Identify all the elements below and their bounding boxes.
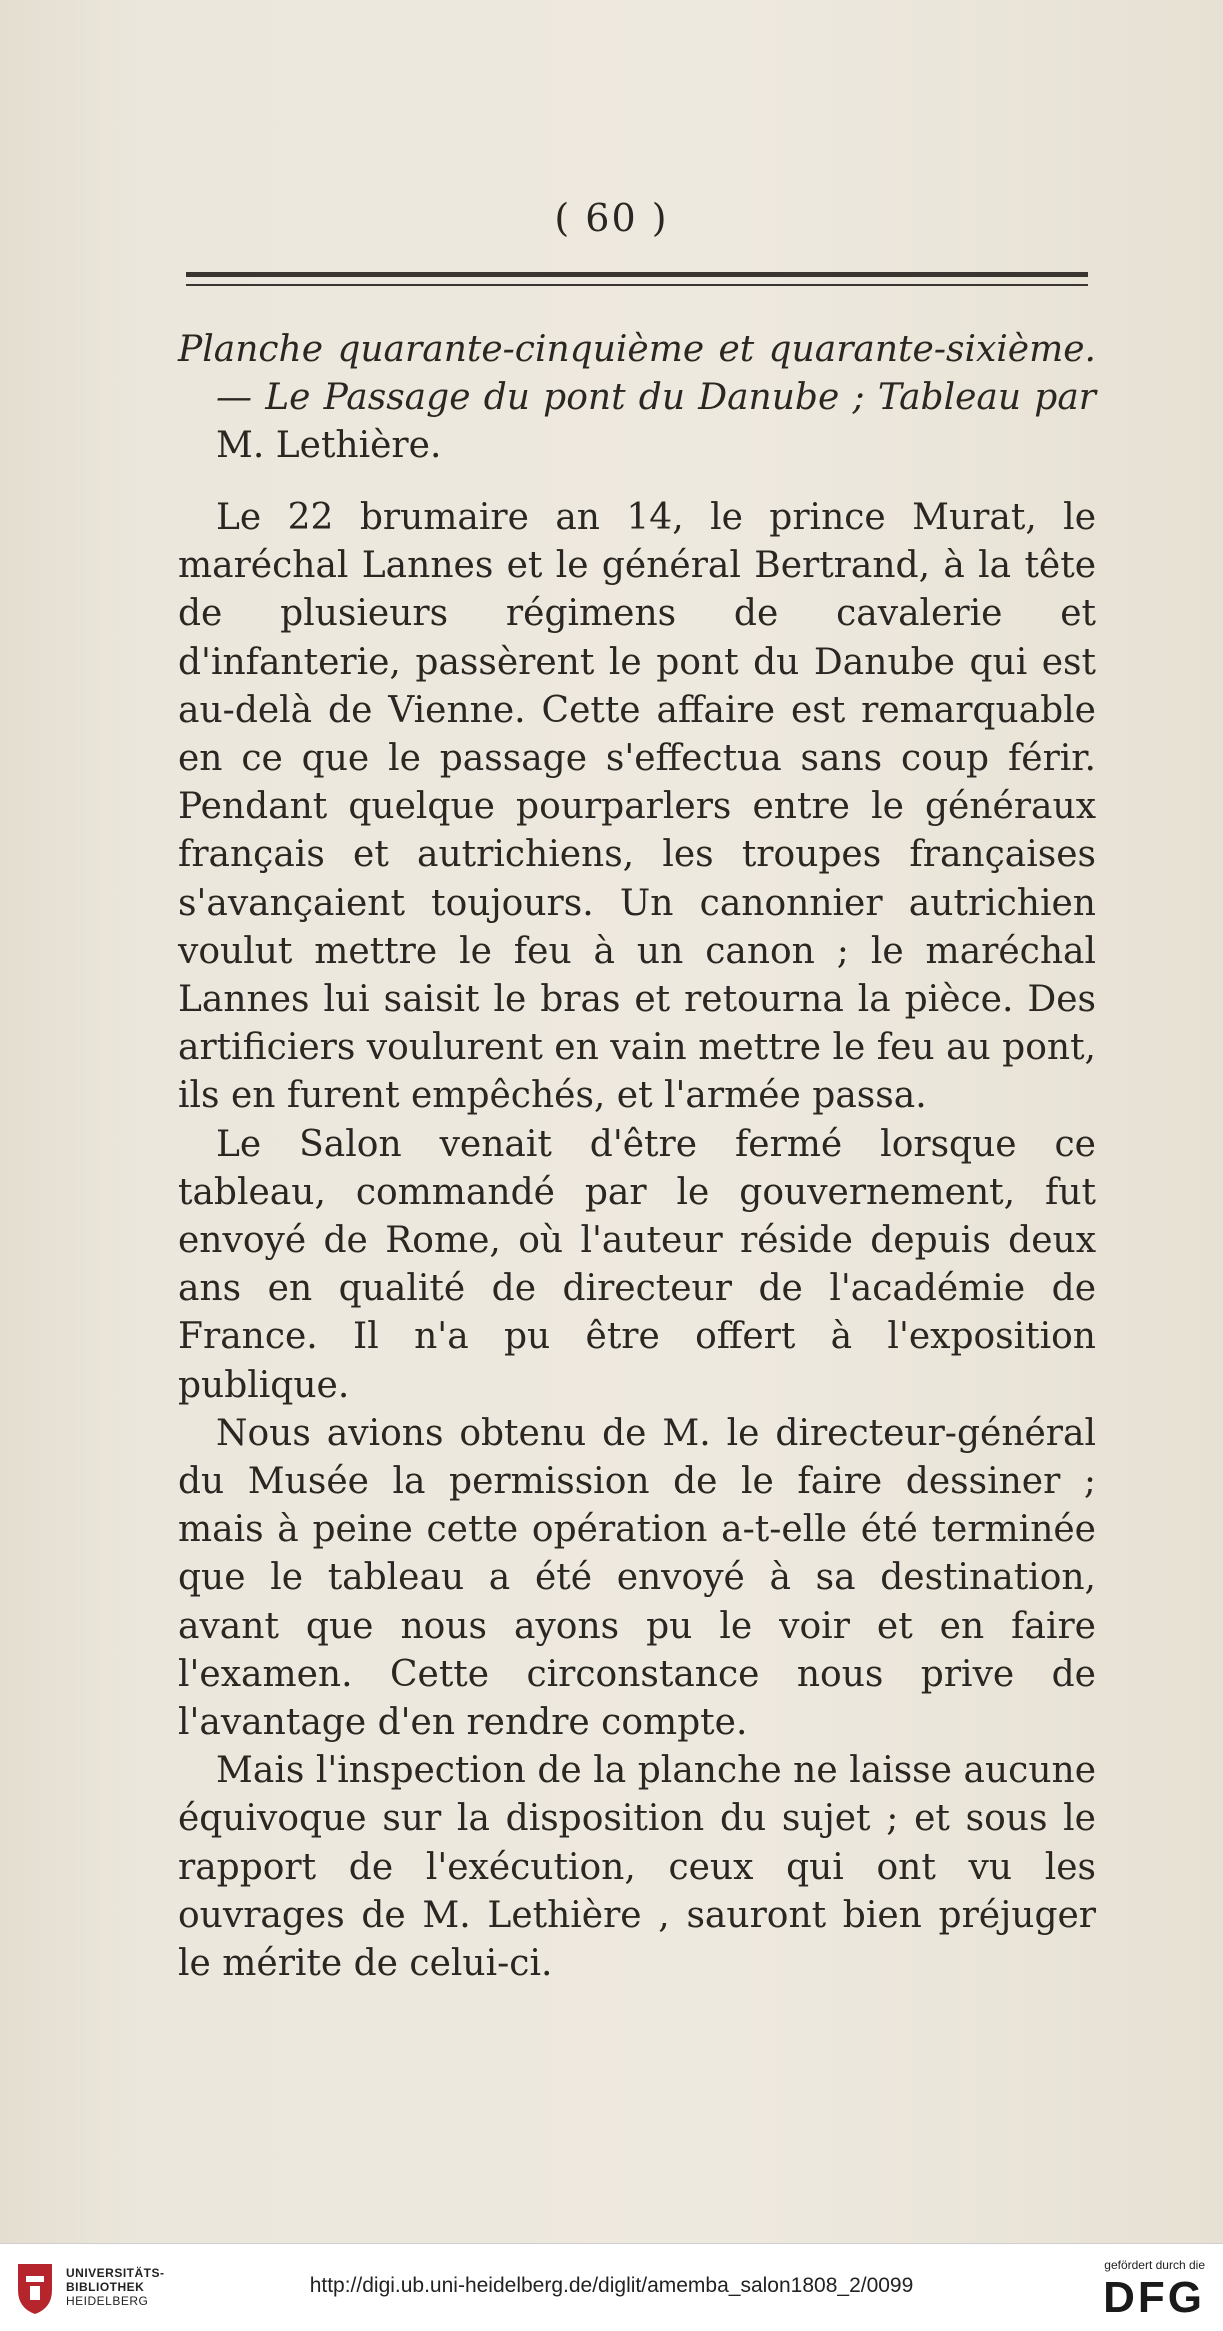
header-rule-thick: [186, 272, 1088, 277]
plate-heading: [178, 326, 1096, 470]
footer-bar: [0, 2243, 1223, 2331]
paragraph-3: Nous avions obtenu de M. le directeur-général du Musée la permission de le faire dessiner ; mais à peine cette opération a-t-elle été terminée que le tableau a été envoyé à sa destination, avant que nous ayons pu le voir et en faire l'examen. Cette circonstance nous prive de l'avantage d'en rendre compte.: [178, 1412, 1096, 1744]
page-number: ( 60 ): [554, 196, 669, 240]
body-text: [178, 494, 1096, 1988]
header-rule-thin: [186, 284, 1088, 286]
permalink-url[interactable]: http://digi.ub.uni-heidelberg.de/diglit/amemba_salon1808_2/0099: [309, 2274, 914, 2297]
institution-line-2: BIBLIOTHEK: [66, 2280, 145, 2294]
institution-line-3: HEIDELBERG: [66, 2294, 149, 2308]
paragraph-2: Le Salon venait d'être fermé lorsque ce tableau, commandé par le gouvernement, fut envoyé de Rome, où l'auteur réside depuis deux ans en qualité de directeur de l'académie de France. Il n'a pu être offert à l'exposition publique.: [178, 1123, 1096, 1406]
institution-line-1: UNIVERSITÄTS-: [66, 2266, 165, 2280]
plate-heading-artist: M. Lethière.: [216, 425, 442, 466]
paragraph-4: Mais l'inspection de la planche ne laisse aucune équivoque sur la disposition du sujet ; et sous le rapport de l'exécution, ceux qui ont vu les ouvrages de M. Lethière , sauront bien préjuger le mérite de celui-ci.: [178, 1750, 1096, 1985]
dfg-logo: DFG: [1103, 2273, 1205, 2322]
funding-note: gefördert durch die: [1104, 2258, 1205, 2272]
plate-heading-title: Planche quarante-cinquième et quarante-sixième. — Le Passage du pont du Danube ; Tableau par: [178, 329, 1096, 418]
paragraph-1: Le 22 brumaire an 14, le prince Murat, le maréchal Lannes et le général Bertrand, à la tête de plusieurs régimens de cavalerie et d'infanterie, passèrent le pont du Danube qui est au-delà de Vienne. Cette affaire est remarquable en ce que le passage s'effectua sans coup férir. Pendant quelque pourparlers entre le généraux français et autrichiens, les troupes françaises s'avançaient toujours. Un canonnier autrichien voulut mettre le feu à un canon ; le maréchal Lannes lui saisit le bras et retourna la pièce. Des artificiers voulurent en vain mettre le feu au pont, ils en furent empêchés, et l'armée passa.: [178, 497, 1096, 1117]
